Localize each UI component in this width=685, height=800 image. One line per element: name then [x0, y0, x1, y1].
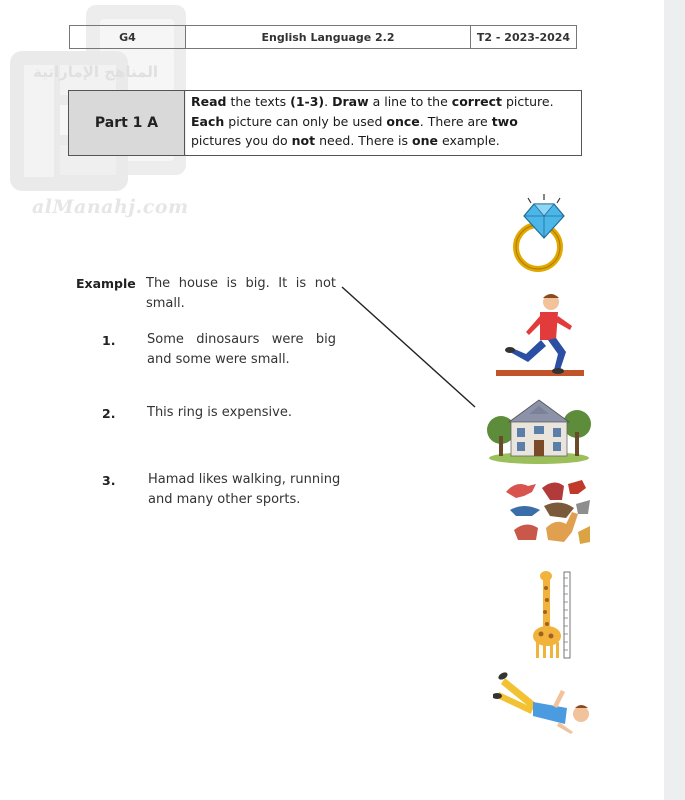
watermark-arabic: المناهج الإماراتية [33, 63, 158, 81]
grade-label: G4 [70, 26, 186, 48]
example-label: Example [76, 276, 136, 291]
item-1-label: 1. [102, 333, 116, 348]
instruction-line-2: Each picture can only be used once. There are two [191, 113, 518, 129]
running-boy-icon[interactable] [496, 290, 584, 382]
part-label: Part 1 A [69, 91, 185, 155]
example-text: The house is big. It is not small. [146, 276, 336, 311]
item-2-text: This ring is expensive. [147, 405, 292, 420]
falling-man-icon[interactable] [493, 668, 599, 734]
instruction-line-1: Read the texts (1-3). Draw a line to the correct picture. [191, 94, 554, 109]
item-3-text: Hamad likes walking, running and many other sports. [148, 472, 341, 507]
dinosaurs-icon[interactable] [502, 474, 594, 554]
instruction-line-3: pictures you do not need. There is one example. [191, 133, 500, 148]
item-3-label: 3. [102, 473, 116, 488]
item-1-text: Some dinosaurs were big and some were small. [147, 332, 336, 367]
subject-label: English Language 2.2 [186, 26, 471, 48]
term-label: T2 - 2023-2024 [476, 30, 571, 44]
item-2-label: 2. [102, 406, 116, 421]
diamond-ring-icon[interactable] [508, 192, 578, 274]
watermark-text: alManahj.com [32, 196, 189, 218]
house-icon[interactable] [487, 392, 591, 466]
giraffe-icon[interactable] [526, 568, 578, 662]
